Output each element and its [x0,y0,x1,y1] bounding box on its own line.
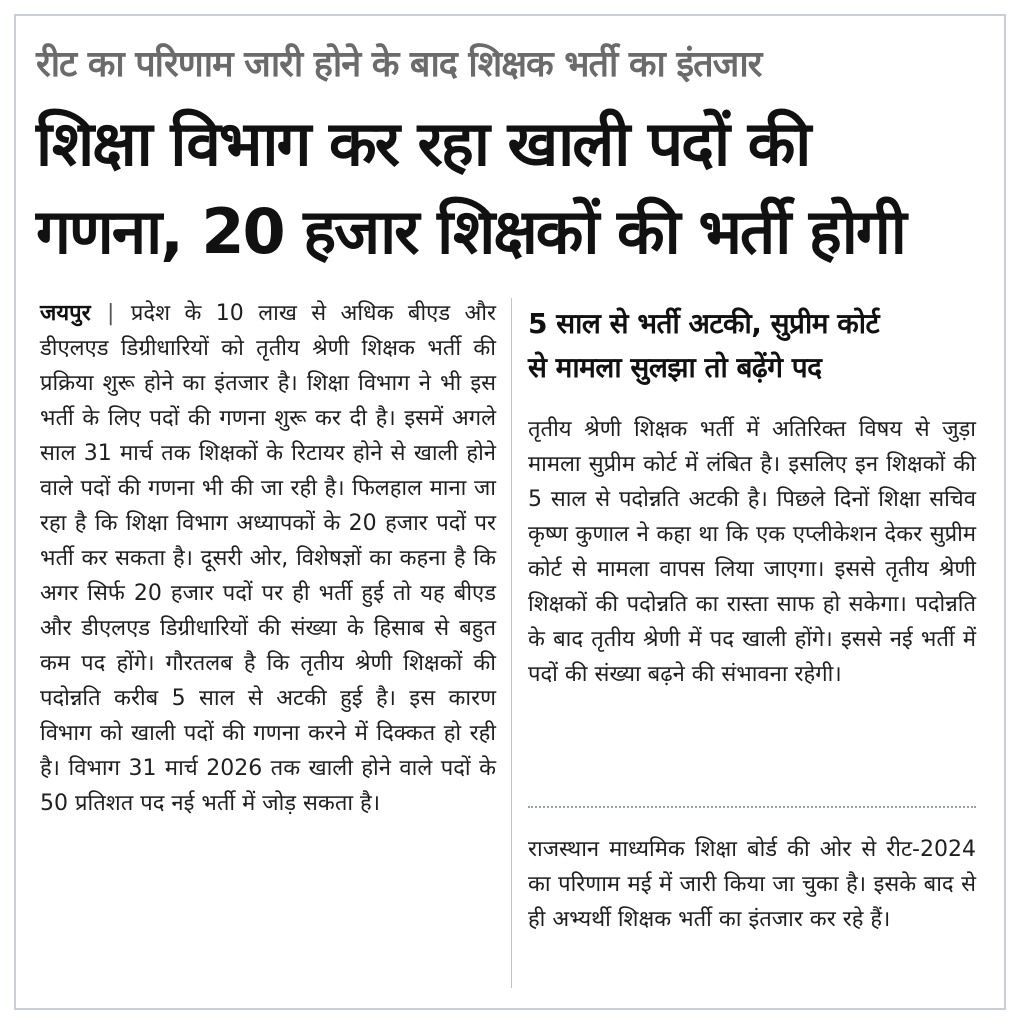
body-text-left: प्रदेश के 10 लाख से अधिक बीएड और डीएलएड डिग्रीधारियों को तृतीय श्रेणी शिक्षक भर्ती की प्रक्रिया शुरू होने का इंतजार है। शिक्षा विभाग ने भी इस भर्ती के लिए पदों की गणना शुरू कर दी है। इसमें अगले साल 31 मार्च तक शिक्षकों के रिटायर होने से खाली होने वाले पदों की गणना भी की जा रही है। फिलहाल माना जा रहा है कि शिक्षा विभाग अध्यापकों के 20 हजार पदों पर भर्ती कर सकता है। दूसरी ओर, विशेषज्ञों का कहना है कि अगर सिर्फ 20 हजार पदों पर ही भर्ती हुई तो यह बीएड और डीएलएड डिग्रीधारियों की संख्या के हिसाब से बहुत कम पद होंगे। गौरतलब है कि तृतीय श्रेणी शिक्षकों की पदोन्नति करीब 5 साल से अटकी हुई है। इस कारण विभाग को खाली पदों की गणना करने में दिक्कत हो रही है। विभाग 31 मार्च 2026 तक खाली होने वाले पदों के 50 प्रतिशत पद नई भर्ती में जोड़ सकता है। [40,301,497,816]
column-divider [511,298,512,988]
headline-line-1: शिक्षा विभाग कर रहा खाली पदों की [36,107,810,180]
body-text-right-1: तृतीय श्रेणी शिक्षक भर्ती में अतिरिक्त विषय से जुड़ा मामला सुप्रीम कोर्ट में लंबित है। इसलिए इन शिक्षकों की 5 साल से पदोन्नति अटकी है। पिछले दिनों शिक्षा सचिव कृष्ण कुणाल ने कहा था कि एक एप्लीकेशन देकर सुप्रीम कोर्ट से मामला वापस लिया जाएगा। इससे तृतीय श्रेणी शिक्षकों की पदोन्नति का रास्ता साफ हो सकेगा। पदोन्नति के बाद तृतीय श्रेणी में पद खाली होंगे। इससे नई भर्ती में पदों की संख्या बढ़ने की संभावना रहेगी। [528,417,976,687]
dateline: जयपुर [40,301,91,326]
body-text-right-2: राजस्थान माध्यमिक शिक्षा बोर्ड की ओर से रीट-2024 का परिणाम मई में जारी किया जा चुका है। इसके बाद से ही अभ्यर्थी शिक्षक भर्ती का इंतजार कर रहे हैं। [528,837,976,932]
subhead-line-1: 5 साल से भर्ती अटकी, सुप्रीम कोर्ट [528,307,880,340]
subhead-line-2: से मामला सुलझा तो बढ़ेंगे पद [528,351,822,384]
subheadline [528,302,988,390]
main-headline [36,100,986,276]
headline-line-2: गणना, 20 हजार शिक्षकों की भर्ती होगी [36,195,905,268]
section-divider [528,806,976,808]
dateline-separator: | [107,301,115,326]
body-column-left [40,296,496,821]
kicker-headline: रीट का परिणाम जारी होने के बाद शिक्षक भर्ती का इंतजार [36,44,762,85]
